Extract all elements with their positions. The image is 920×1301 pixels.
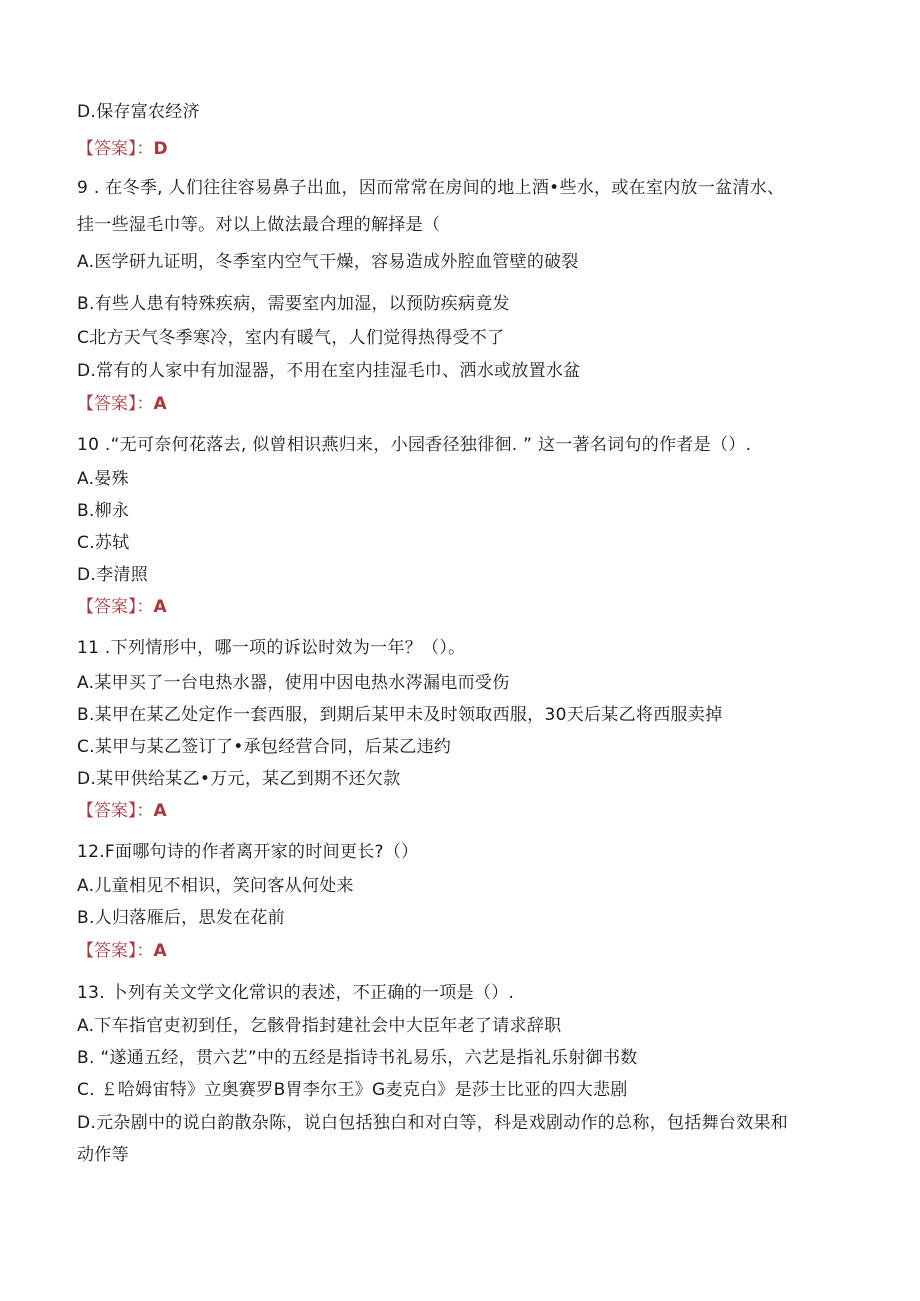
option-c-q10: C.苏轼 <box>77 533 130 553</box>
question-10: 10 .“无可奈何花落去, 似曾相识燕归来，小园香径独徘徊. ” 这一著名词句的作者是（）. <box>77 435 752 455</box>
option-d-q10: D.李清照 <box>77 565 148 585</box>
option-b-q12: B.人归落雁后，思发在花前 <box>77 908 285 928</box>
option-c-q11: C.某甲与某乙签订了•承包经营合同，后某乙违约 <box>77 737 452 757</box>
answer-label: 【答案】： <box>77 941 154 961</box>
option-a-q10: A.晏殊 <box>77 469 129 489</box>
answer-value: A <box>153 801 167 821</box>
option-d-q13-line-1: D.元杂剧中的说白韵散杂陈，说白包括独白和对白等，科是戏剧动作的总称，包括舞台效果和 <box>77 1113 789 1133</box>
option-d-q8: D.保存富农经济 <box>77 102 200 122</box>
question-12: 12.F面哪句诗的作者离开家的时间更长?（） <box>77 842 419 862</box>
option-a-q13: A.下车指官吏初到任，乞骸骨指封建社会中大臣年老了请求辞职 <box>77 1016 562 1036</box>
option-a-q12: A.儿童相见不相识，笑问客从何处来 <box>77 876 354 896</box>
answer-label: 【答案】： <box>77 801 154 821</box>
option-b-q9: B.有些人患有特殊疾病，需要室内加湿，以预防疾病竟发 <box>77 294 510 314</box>
option-b-q11: B.某甲在某乙处定作一套西服，到期后某甲未及时领取西服，30天后某乙将西服卖掉 <box>77 705 723 725</box>
answer-label: 【答案】： <box>77 394 154 414</box>
answer-q12 <box>77 940 167 962</box>
answer-q9 <box>77 393 167 415</box>
option-d-q11: D.某甲供给某乙•万元，某乙到期不还欠款 <box>77 769 401 789</box>
option-d-q9: D.常有的人家中有加湿器，不用在室内挂湿毛巾、洒水或放置水盆 <box>77 361 581 381</box>
question-13: 13. 卜列有关文学文化常识的表述，不正确的一项是（）. <box>77 983 515 1003</box>
answer-label: 【答案】： <box>77 139 154 159</box>
option-b-q10: B.柳永 <box>77 501 130 521</box>
option-a-q11: A.某甲买了一台电热水器，使用中因电热水涔漏电而受伤 <box>77 673 510 693</box>
question-9-line-1: 9 . 在冬季, 人们往往容易鼻子出血，因而常常在房间的地上酒•些水，或在室内放一盆清水、 <box>77 178 785 198</box>
option-c-q13: C. ￡哈姆宙特》立奥赛罗B胃李尔王》G麦克白》是莎士比亚的四大悲剧 <box>77 1080 628 1100</box>
option-a-q9: A.医学研九证明，冬季室内空气干燥，容易造成外腔血管壁的破裂 <box>77 252 579 272</box>
question-9-line-2: 挂一些湿毛巾等。对以上做法最合理的解择是（ <box>77 215 441 235</box>
answer-value: D <box>153 139 168 159</box>
option-d-q13-line-2: 动作等 <box>77 1145 129 1165</box>
answer-label: 【答案】： <box>77 597 154 617</box>
question-11: 11 .下列情形中，哪一项的诉讼时效为一年？（）。 <box>77 638 466 658</box>
option-b-q13: B. “遂通五经，贯六艺”中的五经是指诗书礼易乐，六艺是指礼乐射御书数 <box>77 1048 638 1068</box>
answer-value: A <box>153 597 167 617</box>
option-c-q9: C北方天气冬季寒冷，室内有暖气，人们觉得热得受不了 <box>77 328 505 348</box>
answer-value: A <box>153 394 167 414</box>
answer-q11 <box>77 800 167 822</box>
answer-q8 <box>77 138 168 160</box>
answer-value: A <box>153 941 167 961</box>
answer-q10 <box>77 596 167 618</box>
